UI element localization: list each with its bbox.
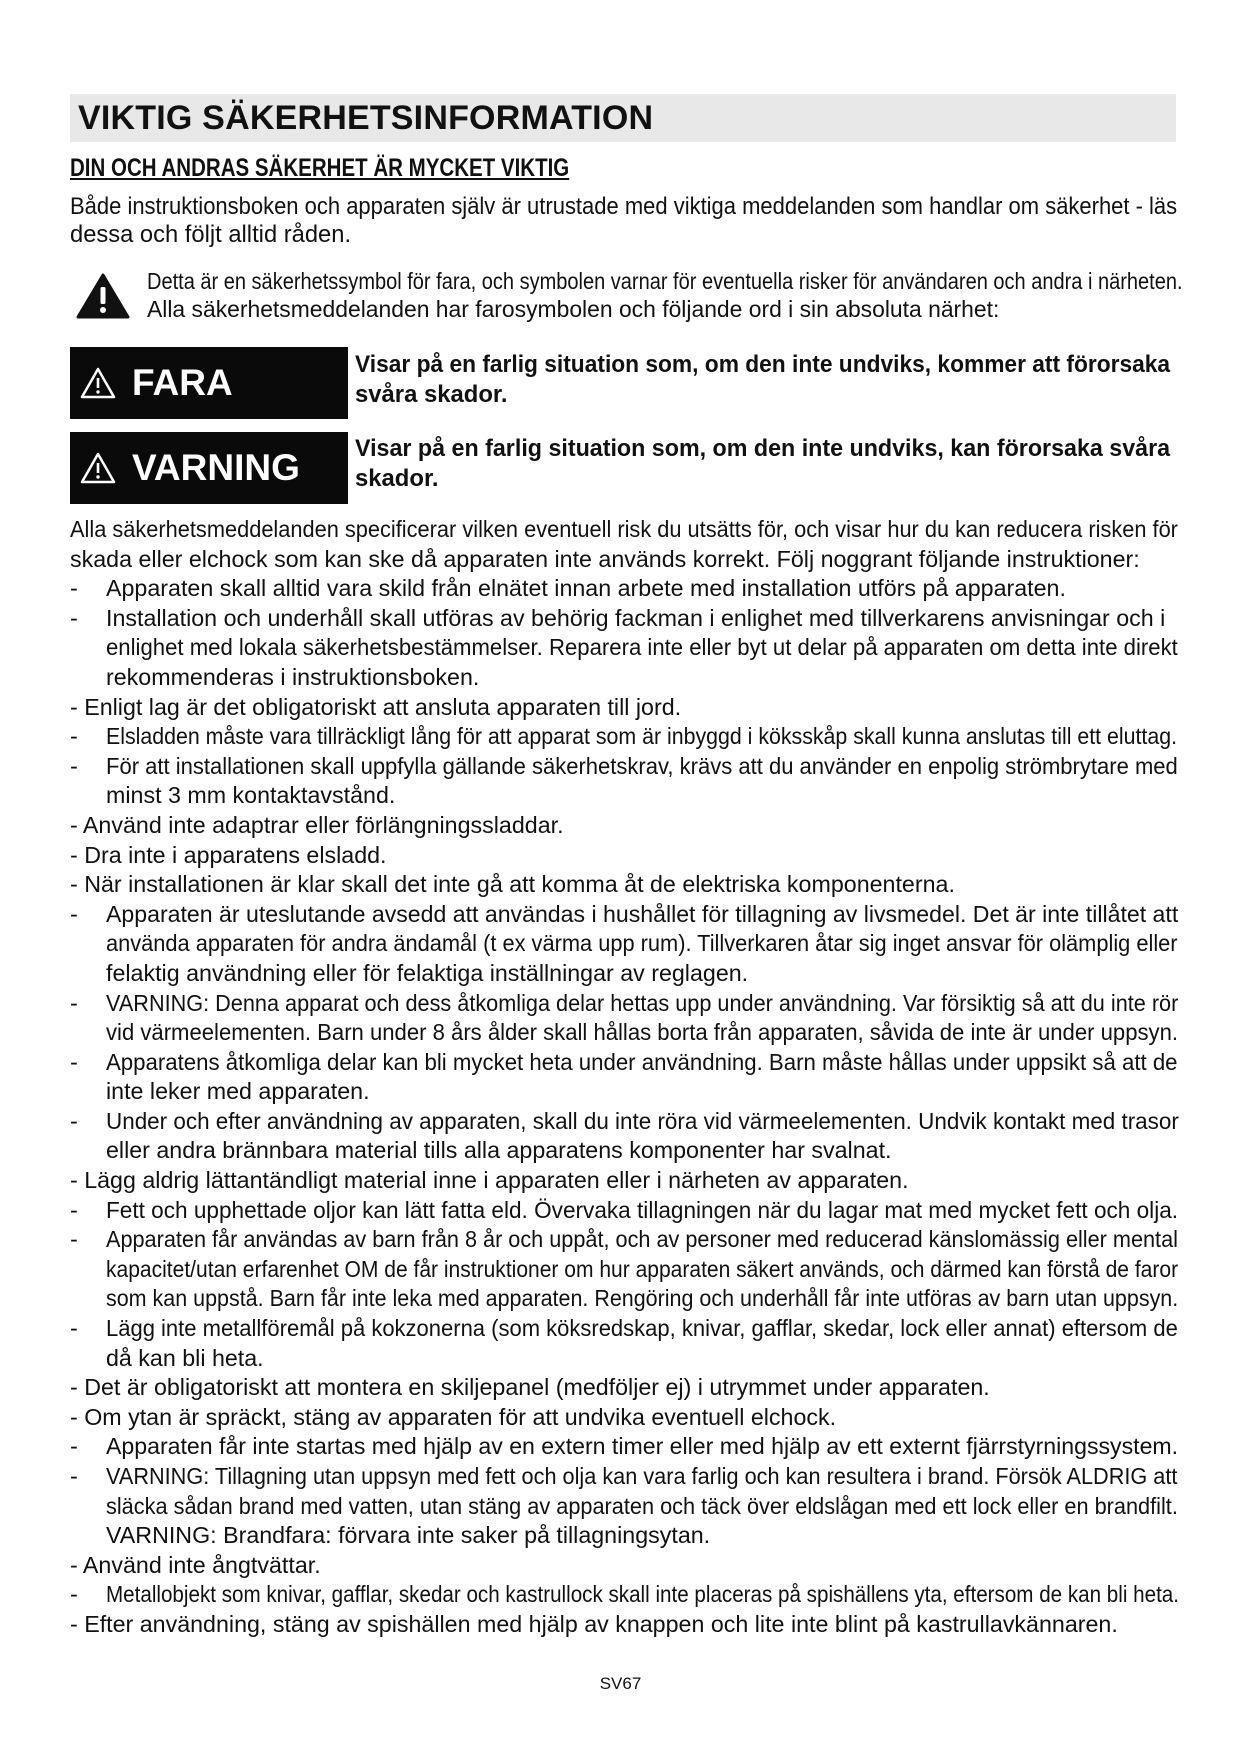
signal-description-fara	[355, 350, 1175, 410]
instruction-line: - Lägg aldrig lättantändligt material inne i apparaten eller i närheten av apparaten.	[70, 1167, 909, 1194]
bullet-dash: -	[70, 1048, 78, 1075]
instruction-line: - Dra inte i apparatens elsladd.	[70, 841, 387, 868]
instruction-line: som kan uppstå. Barn får inte leka med apparaten. Rengöring och underhåll får inte utföras av barn utan uppsyn.	[106, 1285, 1179, 1312]
instruction-line: Apparaten får inte startas med hjälp av en extern timer eller med hjälp av ett externt fjärrstyrningssystem.	[106, 1433, 1179, 1460]
warning-triangle-icon	[80, 367, 116, 399]
instruction-line: eller andra brännbara material tills alla apparatens komponenter har svalnat.	[106, 1137, 892, 1164]
bullet-dash: -	[70, 900, 78, 927]
signal-description-line: skador.	[355, 465, 439, 492]
bullet-dash: -	[70, 1196, 78, 1223]
instruction-item	[70, 1432, 1190, 1462]
instruction-item	[70, 1551, 1190, 1581]
bullet-dash: -	[70, 752, 78, 779]
instruction-line: rekommenderas i instruktionsboken.	[106, 663, 480, 690]
bullet-dash: -	[70, 1315, 78, 1342]
instruction-item	[70, 1314, 1190, 1373]
intro-line: Både instruktionsboken och apparaten själv är utrustade med viktiga meddelanden som handlar om säkerhet - läs	[70, 193, 1178, 220]
symbol-note-line: Detta är en säkerhetssymbol för fara, och symbolen varnar för eventuella risker för användaren och andra i närheten.	[147, 268, 1183, 294]
instruction-line: Apparatens åtkomliga delar kan bli mycket heta under användning. Barn måste hållas under uppsikt så att de	[106, 1048, 1178, 1075]
instruction-line: - Använd inte adaptrar eller förlängningssladdar.	[70, 811, 564, 838]
instruction-item	[70, 752, 1190, 811]
instruction-item	[70, 604, 1190, 693]
instruction-line: kapacitet/utan erfarenhet OM de får instruktioner om hur apparaten säkert används, och därmed kan förstå de faror	[106, 1255, 1179, 1282]
intro-paragraph	[70, 193, 1190, 249]
instruction-line: Apparaten är uteslutande avsedd att användas i hushållet för tillagning av livsmedel. Det är inte tillåtet att	[106, 900, 1179, 927]
signal-description-line: Visar på en farlig situation som, om den inte undviks, kommer att förorsaka	[355, 351, 1171, 378]
instruction-line: Apparaten får användas av barn från 8 år och uppåt, och av personer med reducerad känslomässig eller mental	[106, 1226, 1178, 1253]
instruction-item	[70, 1462, 1190, 1551]
instruction-line: inte leker med apparaten.	[106, 1078, 370, 1105]
instruction-line: - Enligt lag är det obligatoriskt att ansluta apparaten till jord.	[70, 693, 682, 720]
instruction-item	[70, 1225, 1190, 1314]
symbol-note-line: Alla säkerhetsmeddelanden har farosymbolen och följande ord i sin absoluta närhet:	[147, 296, 1000, 322]
instruction-line: VARNING: Brandfara: förvara inte saker på tillagningsytan.	[106, 1522, 711, 1549]
instruction-line: För att installationen skall uppfylla gällande säkerhetskrav, krävs att du använder en enpolig strömbrytare med	[106, 752, 1178, 779]
safety-instructions	[70, 515, 1190, 1640]
page-title: VIKTIG SÄKERHETSINFORMATION	[78, 99, 654, 137]
instruction-item	[70, 574, 1190, 604]
instruction-line: - Efter användning, stäng av spishällen med hjälp av knappen och lite inte blint på kastrullavkännaren.	[70, 1610, 1118, 1637]
instruction-line: VARNING: Denna apparat och dess åtkomliga delar hettas upp under användning. Var försiktig så att du inte rör	[106, 989, 1179, 1016]
signal-word: FARA	[132, 362, 233, 403]
warning-triangle-icon	[80, 452, 116, 484]
instruction-item	[70, 989, 1190, 1048]
instruction-line: vid värmeelementen. Barn under 8 års ålder skall hållas borta från apparaten, såvida de inte är under uppsyn.	[106, 1019, 1178, 1046]
symbol-note-text	[147, 267, 1187, 323]
instructions-intro-line: skada eller elchock som kan ske då apparaten inte används korrekt. Följ noggrant följande instruktioner:	[70, 545, 1140, 572]
bullet-dash: -	[70, 1433, 78, 1460]
instruction-item	[70, 1610, 1190, 1640]
instruction-line: Under och efter användning av apparaten, skall du inte röra vid värmeelementen. Undvik kontakt med trasor	[106, 1107, 1179, 1134]
instruction-line: Elsladden måste vara tillräckligt lång för att apparat som är inbyggd i köksskåp skall kunna anslutas till ett eluttag.	[106, 723, 1178, 750]
warning-triangle-icon	[76, 273, 130, 319]
title-bar	[70, 94, 1176, 142]
instruction-line: felaktig användning eller för felaktiga inställningar av reglagen.	[106, 959, 749, 986]
instruction-line: - Det är obligatoriskt att montera en skiljepanel (medföljer ej) i utrymmet under apparaten.	[70, 1374, 990, 1401]
signal-word-box-fara	[70, 347, 348, 419]
section-subtitle: DIN OCH ANDRAS SÄKERHET ÄR MYCKET VIKTIG	[70, 154, 570, 182]
instruction-line: använda apparaten för andra ändamål (t ex värma upp rum). Tillverkaren åtar sig inget ansvar för olämplig eller	[106, 930, 1178, 957]
bullet-dash: -	[70, 604, 78, 631]
instruction-line: Metallobjekt som knivar, gafflar, skedar och kastrullock skall inte placeras på spishällens yta, eftersom de kan bli heta.	[106, 1581, 1179, 1608]
instruction-item	[70, 693, 1190, 723]
instruction-line: Fett och upphettade oljor kan lätt fatta eld. Övervaka tillagningen när du lagar mat med mycket fett och olja.	[106, 1196, 1179, 1223]
instruction-line: Installation och underhåll skall utföras av behörig fackman i enlighet med tillverkarens anvisningar och i	[106, 604, 1166, 631]
instruction-item	[70, 1196, 1190, 1226]
instruction-item	[70, 1107, 1190, 1166]
instructions-intro	[70, 515, 1190, 574]
signal-description-line: svåra skador.	[355, 381, 508, 408]
bullet-dash: -	[70, 1463, 78, 1489]
signal-word-box-varning	[70, 432, 348, 504]
page-number: SV67	[599, 1674, 642, 1693]
instruction-line: Lägg inte metallföremål på kokzonerna (som köksredskap, knivar, gafflar, skedar, lock eller annat) eftersom de	[106, 1315, 1178, 1342]
instruction-item	[70, 841, 1190, 871]
instructions-intro-line: Alla säkerhetsmeddelanden specificerar vilken eventuell risk du utsätts för, och visar hur du kan reducera risken för	[70, 516, 1178, 542]
instruction-line: - Om ytan är spräckt, stäng av apparaten för att undvika eventuell elchock.	[70, 1403, 837, 1430]
instruction-item	[70, 1166, 1190, 1196]
instruction-item	[70, 1403, 1190, 1433]
instruction-item	[70, 1580, 1190, 1610]
bullet-dash: -	[70, 1226, 78, 1253]
bullet-dash: -	[70, 575, 78, 602]
instruction-item	[70, 1373, 1190, 1403]
instruction-line: - Använd inte ångtvättar.	[70, 1551, 321, 1578]
instruction-item	[70, 870, 1190, 900]
instruction-line: enlighet med lokala säkerhetsbestämmelser. Reparera inte eller byt ut delar på apparaten om detta inte direkt	[106, 634, 1178, 661]
instruction-line: minst 3 mm kontaktavstånd.	[106, 782, 396, 809]
signal-word: VARNING	[132, 447, 300, 488]
signal-description-line: Visar på en farlig situation som, om den inte undviks, kan förorsaka svåra	[355, 435, 1171, 462]
instruction-item	[70, 811, 1190, 841]
instruction-item	[70, 900, 1190, 989]
intro-line: dessa och följt alltid råden.	[70, 221, 352, 248]
instruction-item	[70, 722, 1190, 752]
instruction-item	[70, 1048, 1190, 1107]
instruction-line: - När installationen är klar skall det inte gå att komma åt de elektriska komponenterna.	[70, 871, 955, 898]
bullet-dash: -	[70, 989, 78, 1016]
instruction-line: då kan bli heta.	[106, 1344, 264, 1371]
instruction-line: Apparaten skall alltid vara skild från elnätet innan arbete med installation utförs på apparaten.	[106, 575, 1066, 602]
bullet-dash: -	[70, 1581, 78, 1608]
signal-description-varning	[355, 434, 1175, 494]
bullet-dash: -	[70, 1107, 78, 1134]
instruction-list	[70, 574, 1190, 1639]
instruction-line: släcka sådan brand med vatten, utan stäng av apparaten och täck över eldslågan med ett lock eller en brandfilt.	[106, 1492, 1178, 1519]
bullet-dash: -	[70, 723, 78, 750]
instruction-line: VARNING: Tillagning utan uppsyn med fett och olja kan vara farlig och kan resultera i brand. Försök ALDRIG att	[106, 1463, 1178, 1489]
